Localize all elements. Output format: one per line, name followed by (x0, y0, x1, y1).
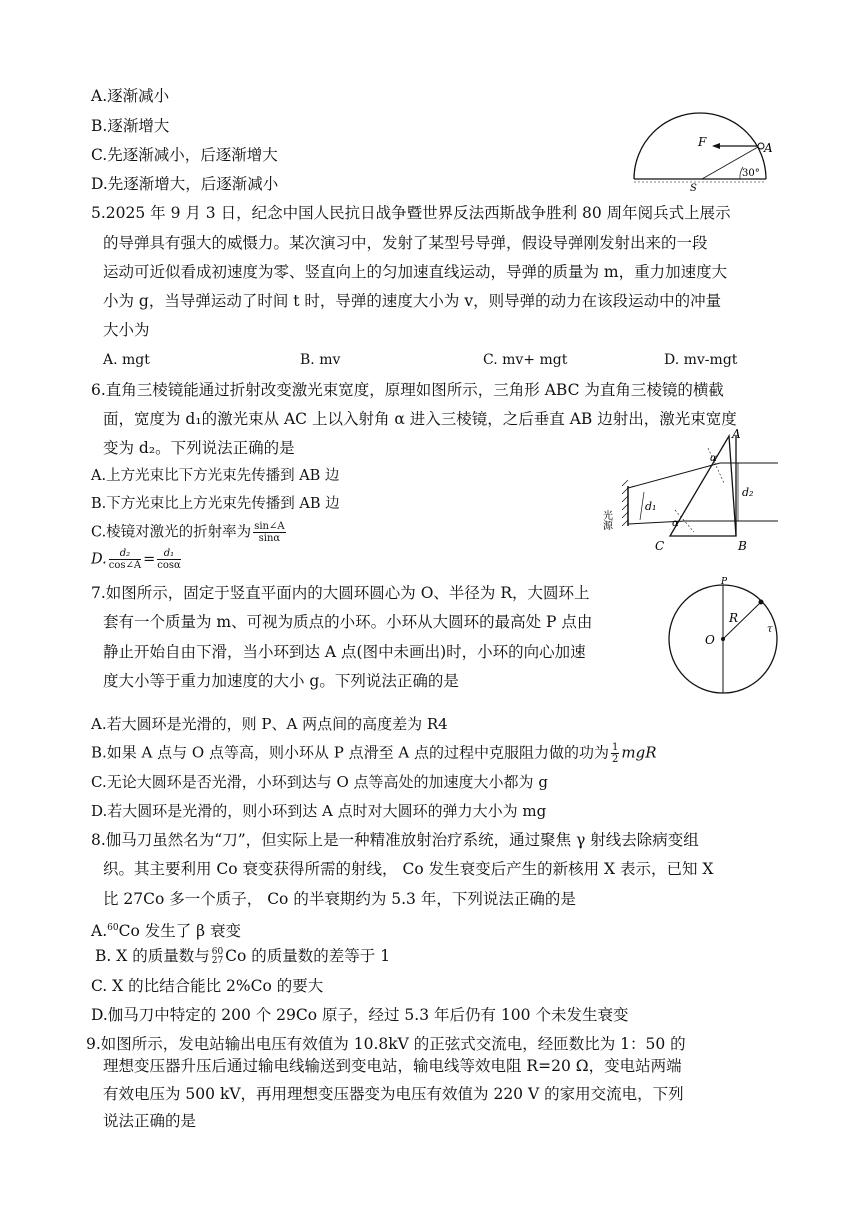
q7-option-c: C.无论大圆环是否光滑，小环到达与 O 点等高处的加速度大小都为 g (91, 773, 548, 791)
q6-vertex-c: C (655, 539, 665, 553)
q5-option-b: B. mv (300, 352, 341, 368)
q4-semicircle-figure (628, 84, 773, 194)
q6-option-c-fraction (253, 521, 285, 544)
q8-line-3: 比 27Co 多一个质子， Co 的半衰期约为 5.3 年，下列说法正确的是 (103, 890, 576, 908)
q6-source-label: 光源 (600, 510, 612, 530)
q4-option-d: D.先逐渐增大，后逐渐减小 (91, 175, 279, 193)
q8-line-2: 织。其主要利用 Co 衰变获得所需的射线， Co 发生衰变后产生的新核用 X 表示，已知 X (103, 860, 714, 878)
q5-option-d: D. mv-mgt (664, 352, 738, 368)
q9-line-3: 有效电压为 500 kV，再用理想变压器变为电压有效值为 220 V 的家用交流电，下列 (103, 1085, 684, 1103)
q6-option-d-fraction-2 (157, 548, 181, 571)
q7-option-b-tail: mgR (621, 743, 657, 762)
q5-option-c: C. mv+ mgt (483, 352, 568, 368)
q6-option-c (91, 521, 288, 544)
q5-line-1: 5.2025 年 9 月 3 日，纪念中国人民抗日战争暨世界反法西斯战争胜利 80 周年阅兵式上展示 (91, 204, 731, 222)
q4-option-c: C.先逐渐减小，后逐渐增大 (91, 146, 278, 164)
q7-option-d: D.若大圆环是光滑的，则小环到达 A 点时对大圆环的弹力大小为 mg (91, 802, 547, 820)
q4-option-b: B.逐渐增大 (91, 117, 170, 135)
q4-angle-label: 30° (742, 168, 760, 179)
q6-d2-label: d₂ (742, 486, 754, 499)
q8-option-a-mass: 60 (107, 923, 119, 933)
q6-option-b: B.下方光束比上方光束先传播到 AB 边 (91, 496, 340, 512)
q6-option-c-text: C.棱镜对激光的折射率为 (91, 524, 252, 541)
q8-option-b-prefix: B. X 的质量数与 (95, 947, 210, 965)
q7-option-b-numerator: 1 (612, 742, 619, 753)
q6-option-d (91, 548, 183, 571)
q7-r-label: R (729, 611, 739, 625)
q6-option-d-num2: d₁ (157, 548, 181, 560)
q4-force-label: F (698, 135, 707, 149)
q7-line-1: 7.如图所示，固定于竖直平面内的大圆环圆心为 O、半径为 R，大圆环上 (91, 584, 590, 602)
q7-circle-figure (663, 576, 793, 701)
q6-option-d-den2: cosα (157, 560, 181, 571)
q8-option-b-mass: 60 (211, 947, 224, 957)
q8-option-a-text: Co 发生了 β 衰变 (118, 922, 242, 941)
q6-option-a: A.上方光束比下方光束先传播到 AB 边 (91, 468, 340, 484)
q8-option-a-prefix: A. (91, 922, 108, 941)
q7-option-b (91, 742, 657, 765)
q7-p-label: P (721, 577, 728, 587)
q4-point-label: A (764, 141, 773, 155)
q6-alpha-top: α (710, 453, 717, 464)
q6-vertex-a: A (732, 428, 741, 441)
q6-prism-figure (600, 428, 780, 553)
q8-line-1: 8.伽马刀虽然名为“刀”，但实际上是一种精准放射治疗系统，通过聚焦 γ 射线去除病变组 (91, 831, 699, 849)
q4-bottom-label: S (690, 183, 697, 194)
q5-line-4: 小为 g，当导弹运动了时间 t 时，导弹的速度大小为 v，则导弹的动力在该段运动中的冲量 (103, 292, 722, 310)
q4-option-a: A.逐渐减小 (91, 87, 170, 105)
q8-option-d: D.伽马刀中特定的 200 个 29Co 原子，经过 5.3 年后仍有 100 个未发生衰变 (91, 1006, 629, 1024)
q7-option-b-fraction (611, 742, 619, 765)
q6-option-d-equals: = (143, 551, 156, 568)
q6-line-1: 6.直角三棱镜能通过折射改变激光束宽度，原理如图所示，三角形 ABC 为直角三棱镜的横截 (91, 381, 724, 399)
q7-line-2: 套有一个质量为 m、可视为质点的小环。小环从大圆环的最高处 P 点由 (103, 613, 593, 631)
q7-tau-label: τ (767, 624, 773, 635)
q7-option-b-text: B.如果 A 点与 O 点等高，则小环从 P 点滑至 A 点的过程中克服阻力做的功为 (91, 743, 609, 762)
q8-option-b-nuclide (212, 948, 223, 966)
q7-option-a: A.若大圆环是光滑的，则 P、A 两点间的高度差为 R4 (91, 715, 448, 733)
q6-option-d-num1: d₂ (109, 548, 141, 560)
q7-o-label: O (705, 633, 715, 647)
q7-line-3: 静止开始自由下滑，当小环到达 A 点(图中未画出)时，小环的向心加速 (103, 643, 586, 661)
q6-option-d-fraction-1 (109, 548, 141, 571)
q6-option-c-denominator: sinα (258, 533, 281, 544)
q9-line-4: 说法正确的是 (103, 1112, 197, 1130)
q9-line-1: 9.如图所示，发电站输出电压有效值为 10.8kV 的正弦式交流电，经匝数比为 1：50 的 (86, 1035, 686, 1053)
q6-option-d-prefix: D. (91, 551, 107, 568)
q8-option-b (95, 946, 390, 966)
q6-d1-label: d₁ (645, 500, 657, 513)
q6-alpha-bottom: α (672, 518, 679, 529)
q5-line-3: 运动可近似看成初速度为零、竖直向上的匀加速直线运动，导弹的质量为 m，重力加速度大 (103, 263, 728, 281)
q6-line-2: 面，宽度为 d₁的激光束从 AC 上以入射角 α 进入三棱镜，之后垂直 AB 边射出，激光束宽度 (103, 410, 737, 428)
q8-option-a (91, 918, 241, 941)
q8-option-b-text: Co 的质量数的差等于 1 (225, 947, 391, 965)
q8-option-c: C. X 的比结合能比 2%Co 的要大 (91, 977, 324, 995)
q9-line-2: 理想变压器升压后通过输电线输送到变电站，输电线等效电阻 R=20 Ω，变电站两端 (103, 1057, 682, 1075)
q5-line-2: 的导弹具有强大的威慑力。某次演习中，发射了某型号导弹，假设导弹刚发射出来的一段 (103, 234, 708, 252)
q6-line-3: 变为 d₂。下列说法正确的是 (103, 439, 295, 457)
q7-line-4: 度大小等于重力加速度的大小 g。下列说法正确的是 (103, 672, 459, 690)
q8-option-b-charge: 27 (211, 956, 224, 966)
q5-line-5: 大小为 (103, 321, 150, 339)
q6-vertex-b: B (738, 539, 747, 553)
q6-option-c-numerator: sin∠A (254, 521, 285, 532)
q6-option-d-den1: cos∠A (108, 560, 142, 571)
q5-option-a: A. mgt (103, 352, 150, 368)
q7-option-b-denominator: 2 (612, 754, 619, 765)
